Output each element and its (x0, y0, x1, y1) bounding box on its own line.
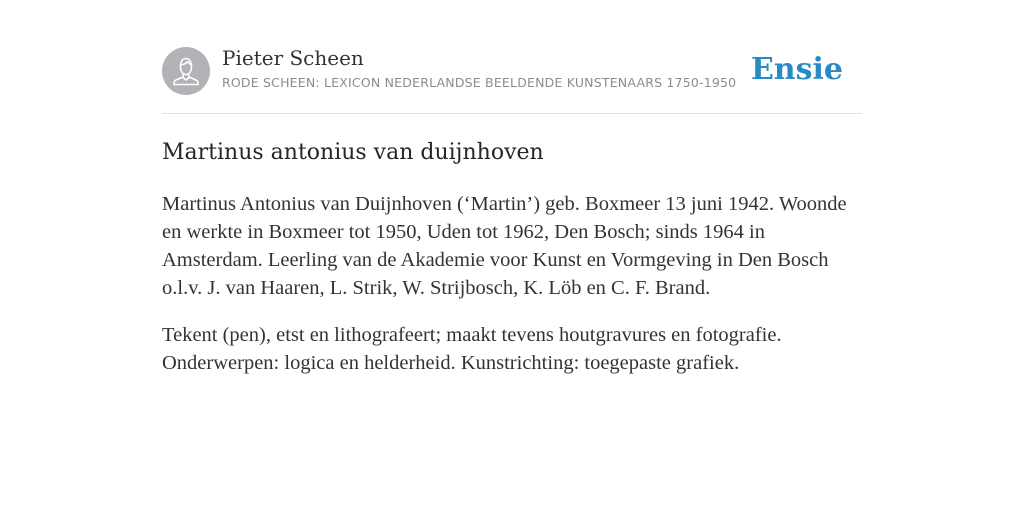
article-paragraph: Martinus Antonius van Duijnhoven (‘Martin’) geb. Boxmeer 13 juni 1942. Woonde en werkte in Boxmeer tot 1950, Uden tot 1962, Den Bosch; sinds 1964 in Amsterdam. Leerling van de Akademie voor Kunst en Vormgeving in Den Bosch o.l.v. J. van Haaren, L. Strik, W. Strijbosch, K. Löb en C. F. Brand. (162, 193, 847, 299)
article-paragraph: Tekent (pen), etst en lithografeert; maakt tevens houtgravures en fotografie. Onderwerpen: logica en helderheid. Kunstrichting: toegepaste grafiek. (162, 324, 782, 374)
page-title: Martinus antonius van duijnhoven (162, 140, 544, 165)
header-divider (162, 113, 862, 114)
article-body (162, 190, 862, 396)
author-name[interactable]: Pieter Scheen (222, 46, 364, 70)
ensie-logo[interactable]: Ensie (750, 52, 843, 87)
source-title[interactable]: RODE SCHEEN: LEXICON NEDERLANDSE BEELDENDE KUNSTENAARS 1750-1950 (222, 75, 737, 90)
article-card (162, 0, 862, 512)
author-header (162, 46, 862, 96)
user-avatar-icon[interactable] (162, 47, 210, 95)
